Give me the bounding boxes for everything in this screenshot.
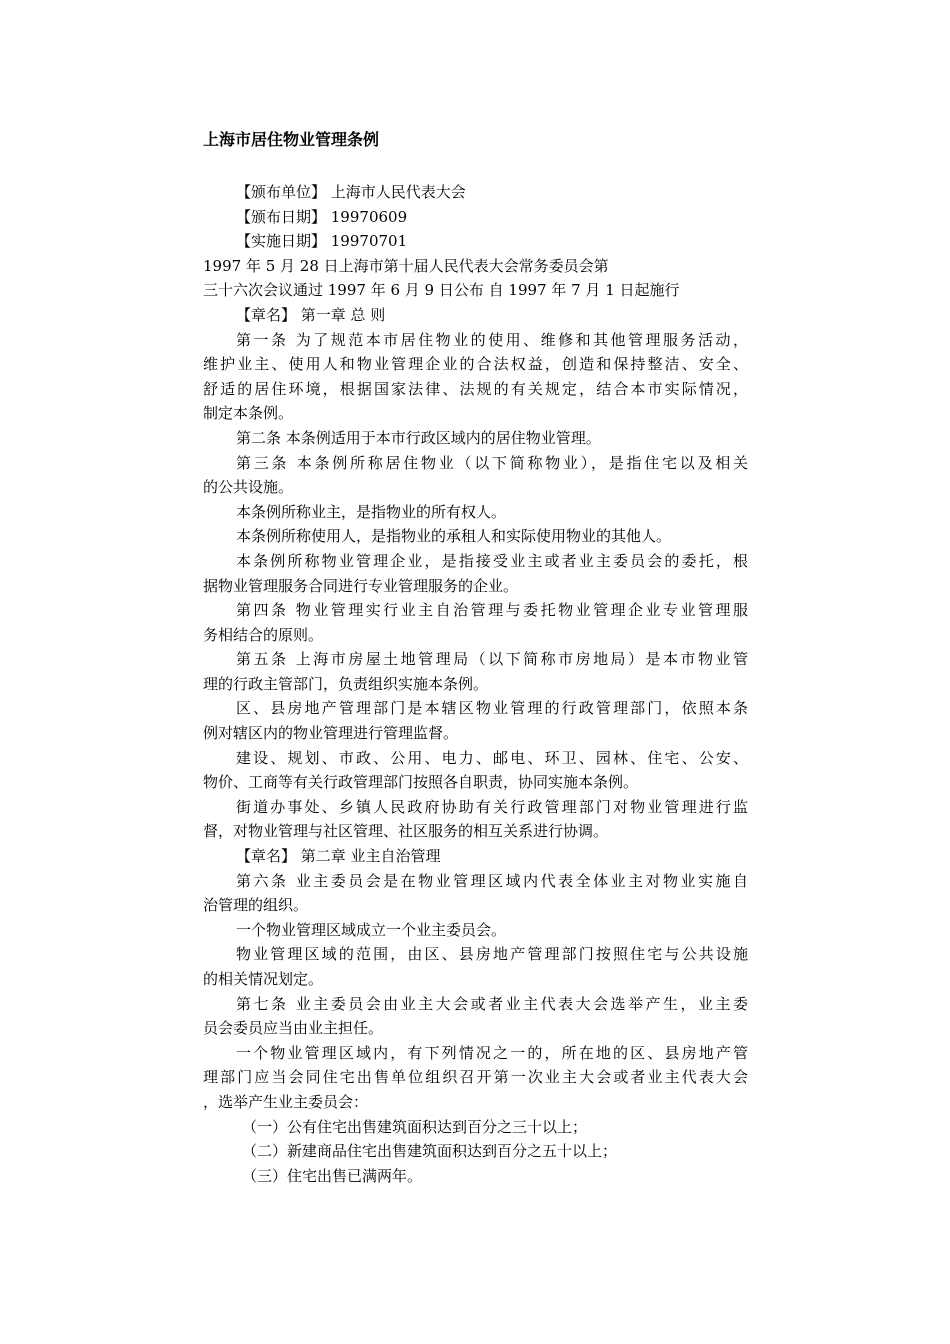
text-line: 据物业管理服务合同进行专业管理服务的企业。	[203, 576, 519, 595]
text-line: 一个物业管理区域内，有下列情况之一的，所在地的区、县房地产管	[236, 1043, 748, 1062]
text-line: 建设、规划、市政、公用、电力、邮电、环卫、园林、住宅、公安、	[236, 748, 748, 767]
text-line: ，选举产生业主委员会：	[203, 1092, 369, 1111]
text-line: （一）公有住宅出售建筑面积达到百分之三十以上；	[242, 1117, 588, 1136]
text-line: 舒适的居住环境，根据国家法律、法规的有关规定，结合本市实际情况，	[203, 379, 748, 398]
text-line: 的相关情况划定。	[203, 970, 324, 988]
text-line: 治管理的组织。	[203, 896, 309, 915]
document-lines	[203, 254, 748, 1189]
text-line: 本条例所称物业管理企业，是指接受业主或者业主委员会的委托，根	[236, 551, 748, 570]
text-line: 物价、工商等有关行政管理部门按照各自职责，协同实施本条例。	[203, 773, 639, 792]
text-line: 第四条 物业管理实行业主自治管理与委托物业管理企业专业管理服	[236, 601, 748, 620]
text-line: （二）新建商品住宅出售建筑面积达到百分之五十以上；	[242, 1142, 618, 1161]
text-line: 理的行政主管部门，负责组织实施本条例。	[203, 674, 489, 693]
text-line: 的公共设施。	[203, 478, 294, 497]
text-line: 员会委员应当由业主担任。	[203, 1019, 384, 1038]
document-title: 上海市居住物业管理条例	[203, 130, 380, 149]
text-line: 第二条 本条例适用于本市行政区域内的居住物业管理。	[236, 428, 601, 447]
text-line: 街道办事处、乡镇人民政府协助有关行政管理部门对物业管理进行监	[236, 797, 748, 816]
meta-issue-date: 【颁布日期】 19970609	[236, 207, 408, 226]
text-line: 第七条 业主委员会由业主大会或者业主代表大会选举产生，业主委	[236, 994, 748, 1013]
text-line: 例对辖区内的物业管理进行管理监督。	[203, 724, 459, 743]
meta-effective-date: 【实施日期】 19970701	[236, 232, 408, 251]
text-line: 第三条 本条例所称居住物业（以下简称物业），是指住宅以及相关	[236, 453, 748, 472]
text-line: 第六条 业主委员会是在物业管理区域内代表全体业主对物业实施自	[236, 871, 748, 890]
text-line: 理部门应当会同住宅出售单位组织召开第一次业主大会或者业主代表大会	[203, 1068, 748, 1087]
meta-issuer: 【颁布单位】 上海市人民代表大会	[236, 183, 466, 201]
text-line: 【章名】 第二章 业主自治管理	[236, 847, 441, 866]
text-line: 1997 年 5 月 28 日上海市第十届人民代表大会常务委员会第	[203, 256, 609, 275]
text-line: 本条例所称使用人，是指物业的承租人和实际使用物业的其他人。	[236, 527, 672, 546]
text-line: 第一条 为了规范本市居住物业的使用、维修和其他管理服务活动，	[236, 330, 748, 349]
text-line: 制定本条例。	[203, 404, 294, 423]
text-line: 本条例所称业主，是指物业的所有权人。	[236, 502, 507, 521]
text-line: 三十六次会议通过 1997 年 6 月 9 日公布 自 1997 年 7 月 1 日起施行	[203, 281, 680, 300]
text-line: 物业管理区域的范围，由区、县房地产管理部门按照住宅与公共设施	[236, 945, 748, 964]
text-line: 一个物业管理区域成立一个业主委员会。	[236, 920, 507, 939]
text-line: 区、县房地产管理部门是本辖区物业管理的行政管理部门，依照本条	[236, 699, 748, 718]
document-body	[203, 180, 748, 1188]
text-line: 维护业主、使用人和物业管理企业的合法权益，创造和保持整洁、安全、	[203, 355, 748, 374]
text-line: 务相结合的原则。	[203, 625, 324, 644]
text-line: （三）住宅出售已满两年。	[242, 1166, 423, 1185]
text-line: 第五条 上海市房屋土地管理局（以下简称市房地局）是本市物业管	[236, 650, 748, 669]
text-line: 【章名】 第一章 总 则	[236, 305, 386, 324]
text-line: 督，对物业管理与社区管理、社区服务的相互关系进行协调。	[203, 822, 609, 841]
